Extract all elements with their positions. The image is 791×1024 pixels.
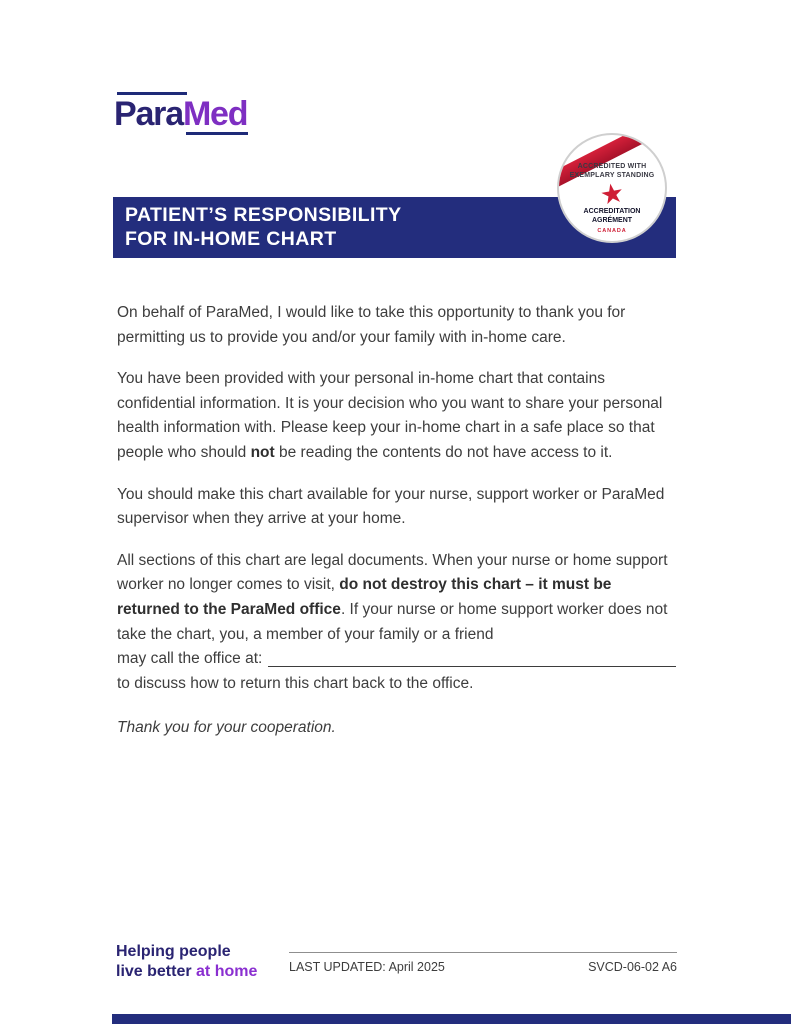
paragraph-1: On behalf of ParaMed, I would like to take this opportunity to thank you for permitting us to provide you and/or your family with in-home care. <box>117 304 626 346</box>
office-phone-blank-line <box>268 665 676 667</box>
footer-divider <box>289 952 677 953</box>
closing-line: Thank you for your cooperation. <box>117 719 336 737</box>
paragraph-3: You should make this chart available for your nurse, support worker or ParaMed supervisor when they arrive at your home. <box>117 485 665 528</box>
footer-tagline-line2 <box>116 962 257 982</box>
paramed-logo <box>114 92 248 135</box>
document-body <box>117 301 676 741</box>
badge-accredited-line1: ACCREDITED WITH <box>577 163 647 170</box>
paragraph-4-text: All sections of this chart are legal documents. When your nurse or home support worker no longer comes to visit, <box>117 551 668 594</box>
paragraph-4 <box>117 549 676 647</box>
paragraph-4-end: to discuss how to return this chart back to the office. <box>117 674 474 692</box>
paragraph-2-bold: not <box>250 443 275 461</box>
badge-org-line2: AGRÉMENT <box>591 217 633 224</box>
paragraph-4-text-mid: . If your nurse or home support worker does not take the chart, you, a member of your family or a friend <box>117 600 668 643</box>
office-phone-label: may call the office at: <box>117 650 263 668</box>
badge-accredited-line2: EXEMPLARY STANDING <box>569 172 655 179</box>
paragraph-2-text-end: be reading the contents do not have access to it. <box>274 443 613 461</box>
office-phone-row <box>117 647 676 672</box>
page-title-line1: PATIENT’S RESPONSIBILITY <box>125 204 402 226</box>
bottom-accent-bar <box>112 1014 791 1024</box>
badge-country: CANADA <box>597 228 627 234</box>
document-code: SVCD-06-02 A6 <box>588 960 677 974</box>
footer-tagline <box>116 942 257 981</box>
last-updated-text: LAST UPDATED: April 2025 <box>289 960 445 974</box>
footer-tagline-line1: Helping people <box>116 943 231 960</box>
paragraph-2-text: You have been provided with your personal in-home chart that contains confidential information. It is your decision who you want to share your personal health information with. Please keep your in-home chart in a safe place so that people who should <box>117 370 663 461</box>
logo-text-para: Para <box>114 95 183 133</box>
footer-tagline-at-home: at home <box>196 962 258 980</box>
footer-tagline-live-better: live better <box>116 962 197 980</box>
paragraph-2 <box>117 367 676 465</box>
badge-org-line1: ACCREDITATION <box>583 208 641 215</box>
logo-text-med: Med <box>182 95 248 133</box>
accreditation-badge <box>557 133 667 243</box>
page-title-line2: FOR IN-HOME CHART <box>125 227 337 250</box>
paragraph-4-bold: do not destroy this chart – it must be returned to the ParaMed office <box>117 576 612 618</box>
star-icon: ★ <box>597 177 627 211</box>
logo-text <box>114 96 248 132</box>
